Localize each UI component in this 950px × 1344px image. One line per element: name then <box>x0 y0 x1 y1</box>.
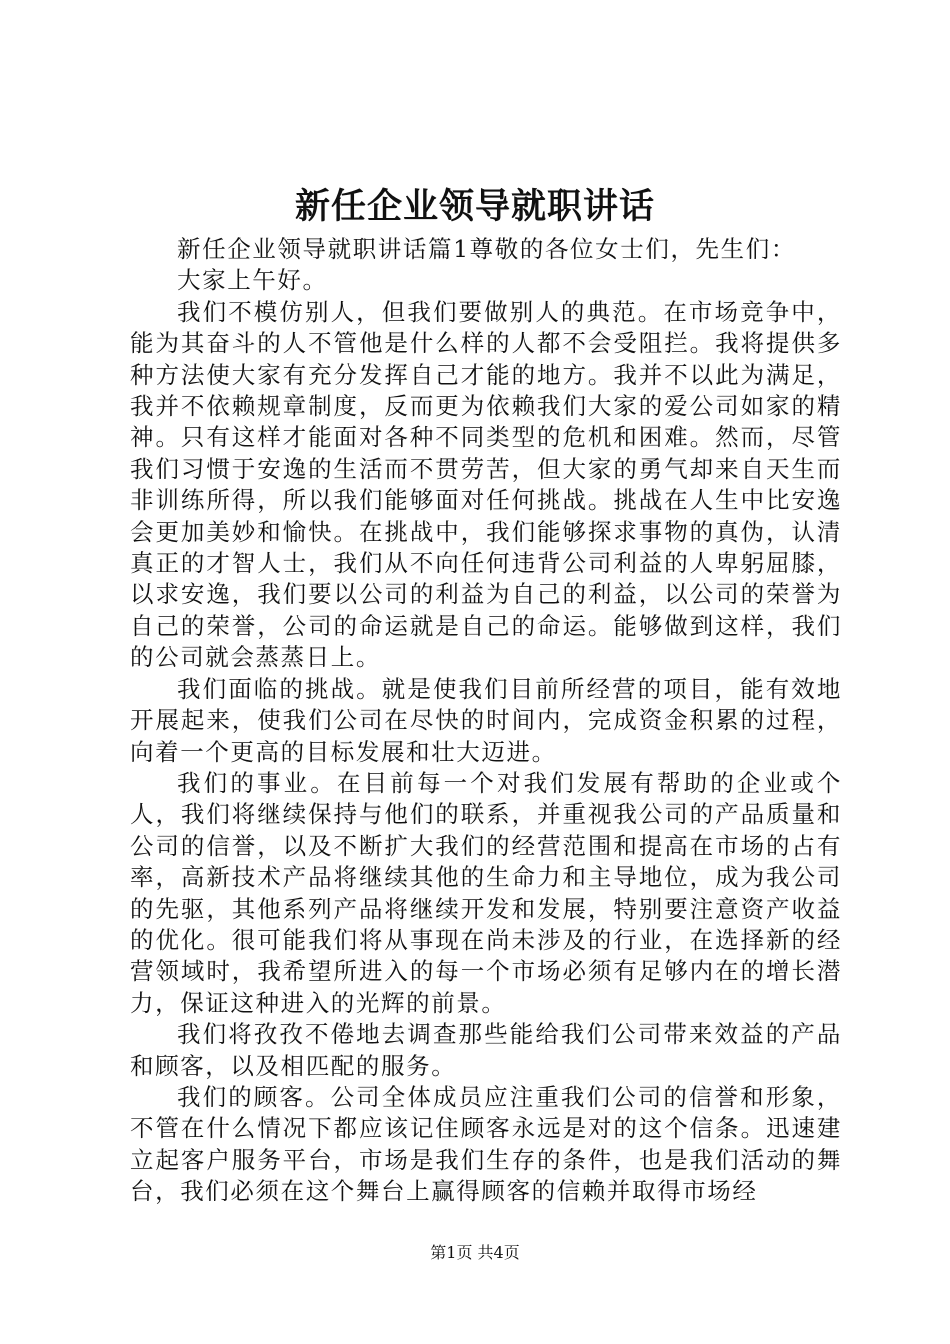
paragraph: 大家上午好。 <box>177 266 328 295</box>
paragraph: 我们面临的挑战。就是使我们目前所经营的项目，能有效地开展起来，使我们公司在尽快的时间内，完成资金积累的过程，向着一个更高的目标发展和壮大迈进。 <box>130 674 842 766</box>
document-body <box>130 234 842 1208</box>
paragraph: 我们不模仿别人，但我们要做别人的典范。在市场竞争中，能为其奋斗的人不管他是什么样的人都不会受阻拦。我将提供多种方法使大家有充分发挥自己才能的地方。我并不以此为满足，我并不依赖规章制度，反而更为依赖我们大家的爱公司如家的精神。只有这样才能面对各种不同类型的危机和困难。然而，尽管我们习惯于安逸的生活而不贯劳苦，但大家的勇气却来自天生而非训练所得，所以我们能够面对任何挑战。挑战在人生中比安逸会更加美妙和愉快。在挑战中，我们能够探求事物的真伪，认清真正的才智人士，我们从不向任何违背公司利益的人卑躬屈膝，以求安逸，我们要以公司的利益为自己的利益，以公司的荣誉为自己的荣誉，公司的命运就是自己的命运。能够做到这样，我们的公司就会蒸蒸日上。 <box>130 297 842 672</box>
paragraph: 我们的顾客。公司全体成员应注重我们公司的信誉和形象，不管在什么情况下都应该记住顾客永远是对的这个信条。迅速建立起客户服务平台，市场是我们生存的条件，也是我们活动的舞台，我们必须在这个舞台上赢得顾客的信赖并取得市场经 <box>130 1082 842 1206</box>
paragraph: 新任企业领导就职讲话篇1尊敬的各位女士们，先生们： <box>177 235 796 263</box>
paragraph: 我们的事业。在目前每一个对我们发展有帮助的企业或个人，我们将继续保持与他们的联系，并重视我公司的产品质量和公司的信誉，以及不断扩大我们的经营范围和提高在市场的占有率，高新技术产品将继续其他的生命力和主导地位，成为我公司的先驱，其他系列产品将继续开发和发展，特别要注意资产收益的优化。很可能我们将从事现在尚未涉及的行业，在选择新的经营领域时，我希望所进入的每一个市场必须有足够内在的增长潜力，保证这种进入的光辉的前景。 <box>130 768 842 1017</box>
page-footer: 第1页 共4页 <box>430 1243 520 1262</box>
document-title: 新任企业领导就职讲话 <box>294 186 655 227</box>
paragraph: 我们将孜孜不倦地去调查那些能给我们公司带来效益的产品和顾客，以及相匹配的服务。 <box>130 1020 842 1080</box>
